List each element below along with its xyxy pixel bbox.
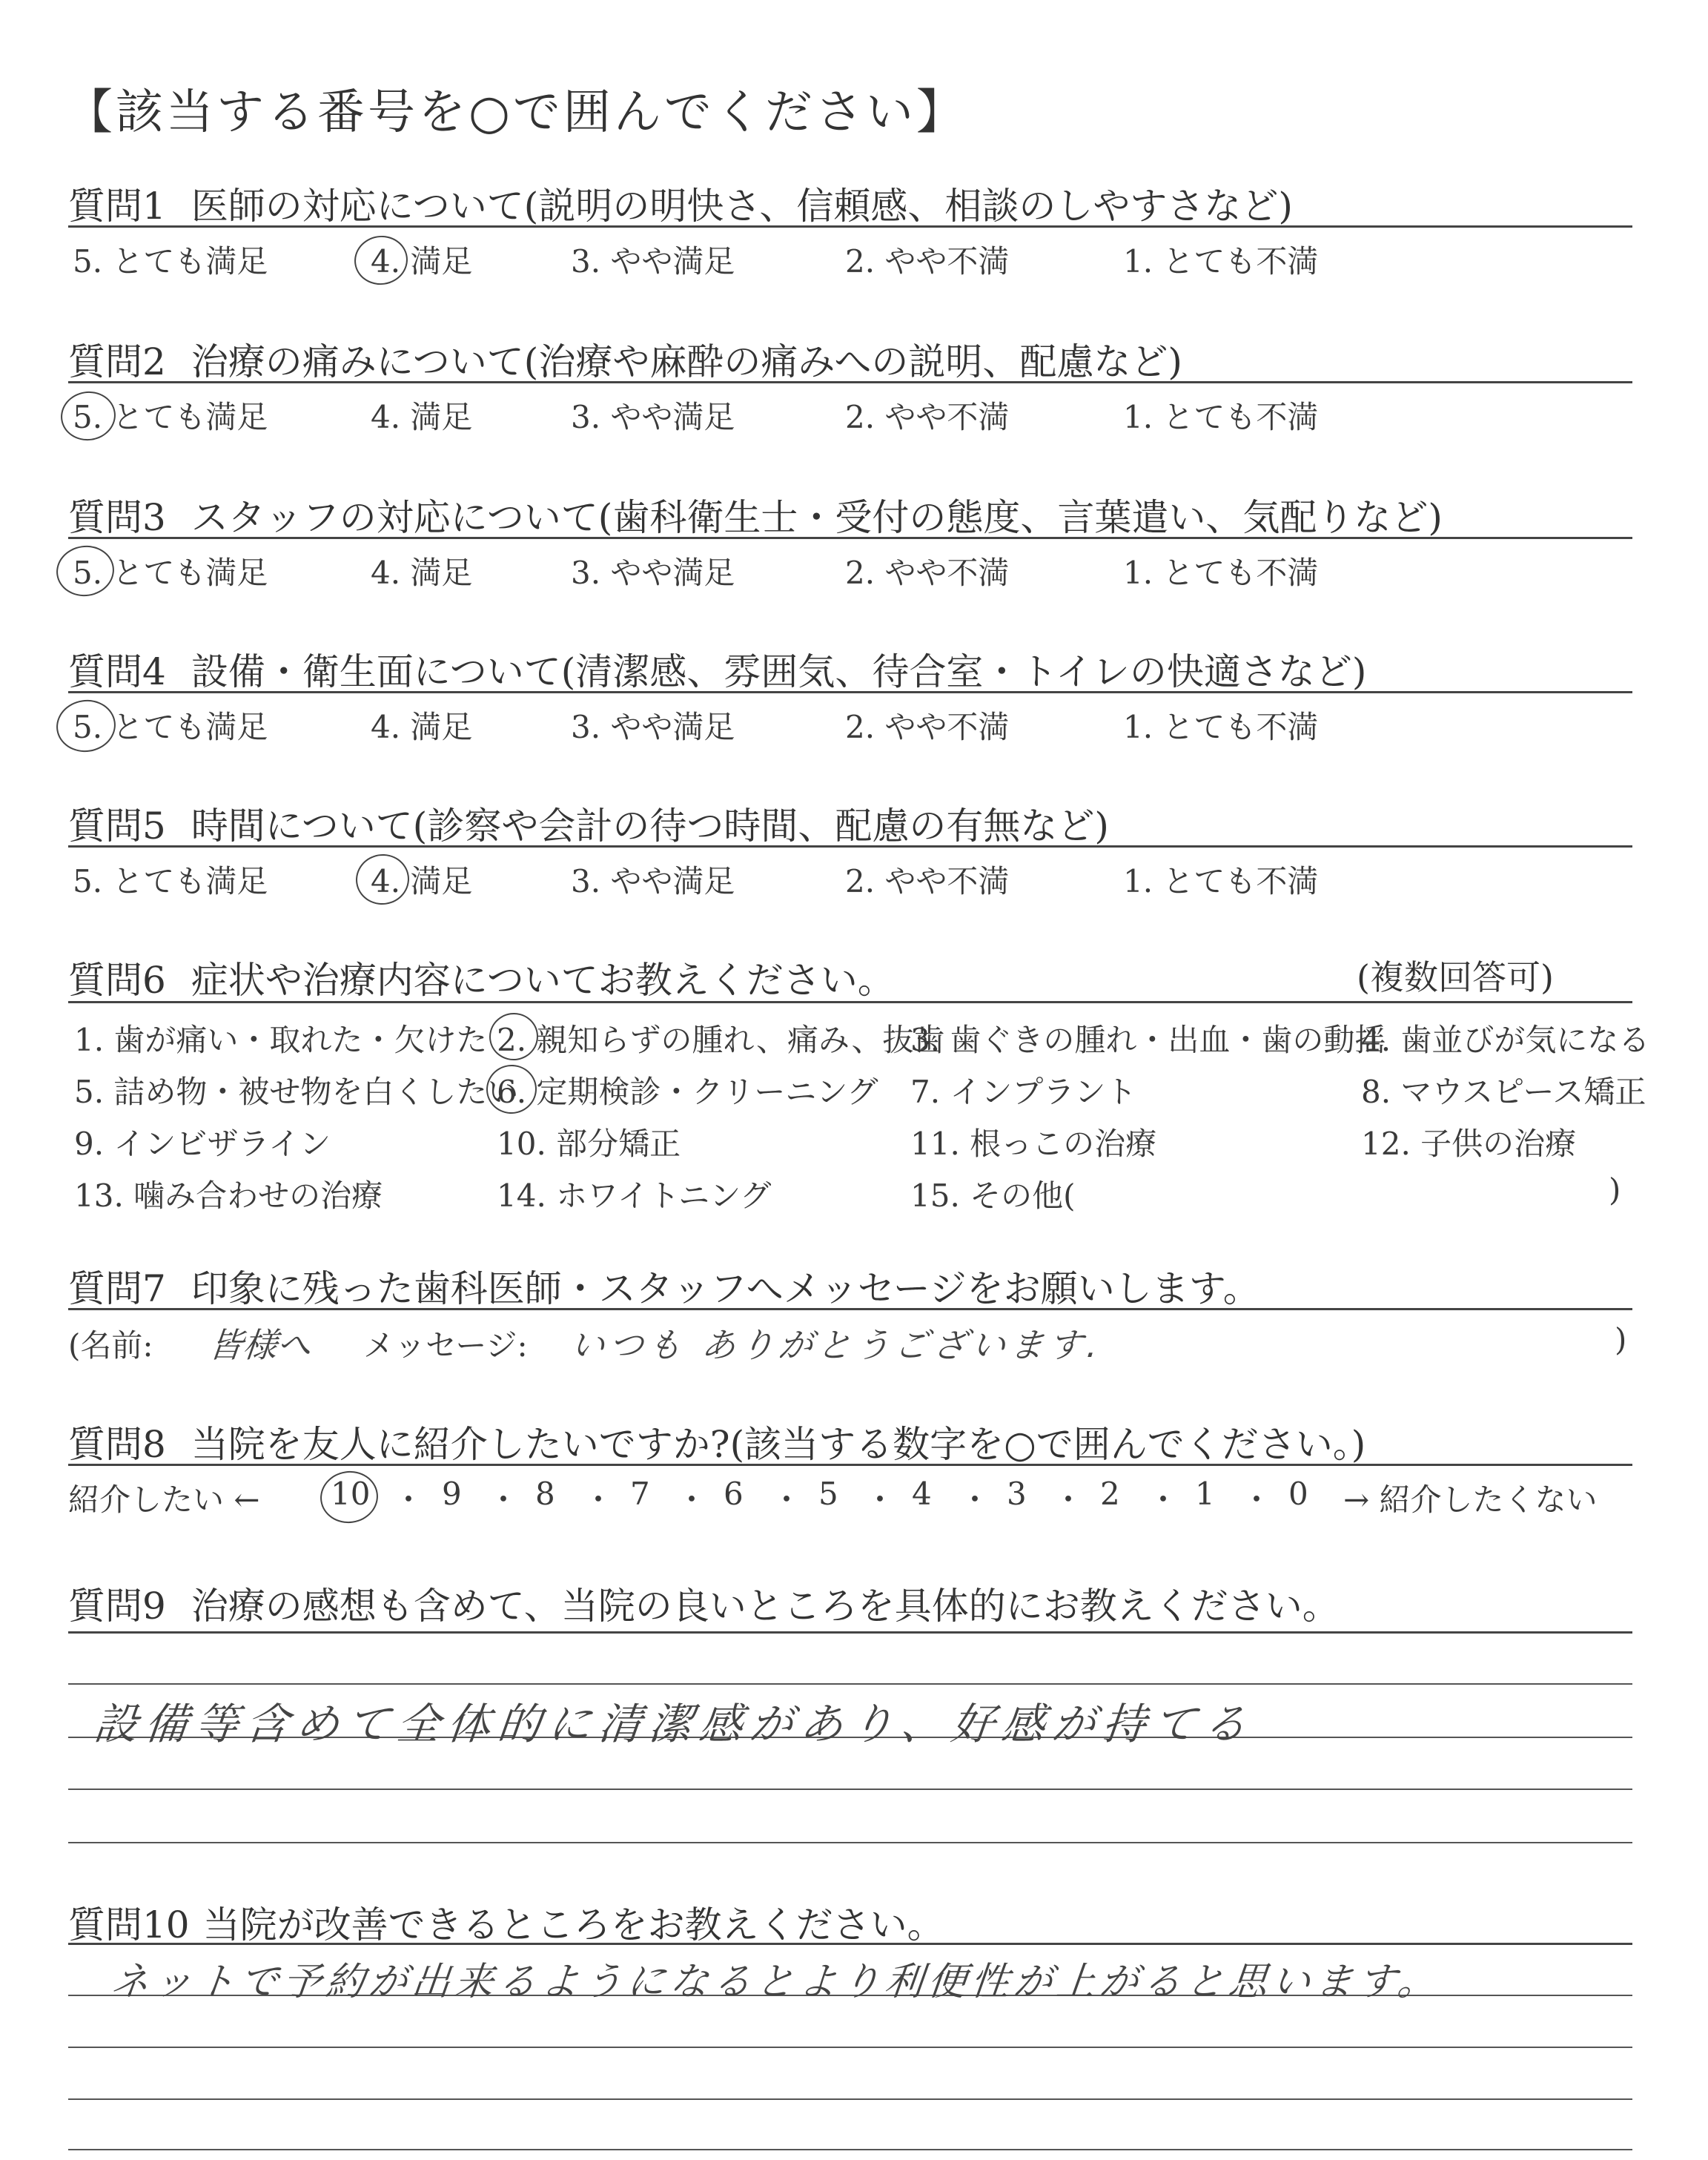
q9-answer-line bbox=[68, 1789, 1632, 1790]
q6-option-15[interactable]: 15. その他( bbox=[910, 1178, 1076, 1214]
q8-scale-9[interactable]: 9 bbox=[442, 1476, 462, 1512]
q2-number: 質問2 bbox=[68, 340, 166, 383]
q8-dot: ・ bbox=[488, 1482, 520, 1518]
q6-option-13[interactable]: 13. 噛み合わせの治療 bbox=[74, 1178, 383, 1214]
q8-dot: ・ bbox=[864, 1482, 896, 1518]
q4-option-2[interactable]: 2. やや不満 bbox=[845, 709, 1010, 745]
q10-text: 当院が改善できるところをお教えください。 bbox=[202, 1903, 944, 1946]
q7-message-value[interactable]: いつも ありがとうございます. bbox=[568, 1325, 1105, 1365]
q10-number: 質問10 bbox=[68, 1903, 190, 1946]
q9-answer-line bbox=[68, 1683, 1632, 1685]
q7-title bbox=[68, 1259, 1260, 1312]
q3-number: 質問3 bbox=[68, 496, 166, 539]
q8-scale-5[interactable]: 5 bbox=[818, 1476, 838, 1512]
q8-number: 質問8 bbox=[68, 1423, 166, 1466]
q6-text: 症状や治療内容についてお教えください。 bbox=[191, 959, 895, 1002]
q6-option-1[interactable]: 1. 歯が痛い・取れた・欠けた bbox=[74, 1022, 488, 1058]
q9-number: 質問9 bbox=[68, 1585, 166, 1628]
q8-scale-4[interactable]: 4 bbox=[912, 1476, 932, 1512]
q7-name-label: (名前: bbox=[68, 1327, 153, 1364]
q7-rule bbox=[68, 1308, 1632, 1310]
q8-scale-2[interactable]: 2 bbox=[1100, 1476, 1120, 1512]
q8-scale-3[interactable]: 3 bbox=[1007, 1476, 1027, 1512]
q6-title bbox=[68, 951, 895, 1004]
q8-dot: ・ bbox=[393, 1482, 425, 1518]
q4-option-5[interactable]: 5. とても満足 bbox=[73, 709, 268, 745]
q7-number: 質問7 bbox=[68, 1267, 166, 1310]
q10-answer-line bbox=[68, 2149, 1632, 2150]
q3-option-3[interactable]: 3. やや満足 bbox=[571, 555, 735, 591]
q8-dot: ・ bbox=[1241, 1482, 1273, 1518]
q7-text: 印象に残った歯科医師・スタッフへメッセージをお願いします。 bbox=[191, 1267, 1260, 1310]
q7-name-value[interactable]: 皆様へ bbox=[206, 1325, 314, 1365]
q6-option-7[interactable]: 7. インプラント bbox=[910, 1074, 1137, 1110]
q5-option-5[interactable]: 5. とても満足 bbox=[73, 863, 268, 899]
q4-rule bbox=[68, 691, 1632, 693]
q1-rule bbox=[68, 225, 1632, 228]
q7-message-label: メッセージ: bbox=[363, 1327, 528, 1364]
q2-text: 治療の痛みについて(治療や麻酔の痛みへの説明、配慮など) bbox=[191, 340, 1182, 383]
q5-option-4[interactable]: 4. 満足 bbox=[371, 863, 473, 899]
q1-title bbox=[68, 176, 1293, 230]
q6-option-10[interactable]: 10. 部分矯正 bbox=[497, 1126, 681, 1162]
q3-option-2[interactable]: 2. やや不満 bbox=[845, 555, 1010, 591]
q8-scale-0[interactable]: 0 bbox=[1288, 1476, 1308, 1512]
q10-rule bbox=[68, 1943, 1632, 1945]
q5-option-2[interactable]: 2. やや不満 bbox=[845, 863, 1010, 899]
q1-option-1[interactable]: 1. とても不満 bbox=[1123, 243, 1319, 280]
q4-title bbox=[68, 642, 1366, 696]
q4-text: 設備・衛生面について(清潔感、雰囲気、待合室・トイレの快適さなど) bbox=[191, 650, 1367, 693]
q9-text: 治療の感想も含めて、当院の良いところを具体的にお教えください。 bbox=[191, 1585, 1340, 1628]
q5-text: 時間について(診察や会計の待つ時間、配慮の有無など) bbox=[191, 805, 1109, 848]
q6-option-3[interactable]: 3. 歯ぐきの腫れ・出血・歯の動揺 bbox=[910, 1022, 1386, 1058]
q3-rule bbox=[68, 537, 1632, 539]
q2-option-2[interactable]: 2. やや不満 bbox=[845, 399, 1010, 435]
q8-left-label: 紹介したい ← bbox=[68, 1482, 260, 1518]
q8-scale-8[interactable]: 8 bbox=[535, 1476, 555, 1512]
q8-right-label: → 紹介したくない bbox=[1343, 1482, 1598, 1518]
q2-title bbox=[68, 332, 1182, 386]
q9-rule bbox=[68, 1631, 1632, 1634]
q6-option-12[interactable]: 12. 子供の治療 bbox=[1361, 1126, 1577, 1162]
q1-text: 医師の対応について(説明の明快さ、信頼感、相談のしやすさなど) bbox=[191, 185, 1293, 228]
q6-option-2[interactable]: 2. 親知らずの腫れ、痛み、抜歯 bbox=[497, 1022, 945, 1058]
q8-dot: ・ bbox=[771, 1482, 803, 1518]
q6-option-5[interactable]: 5. 詰め物・被せ物を白くしたい bbox=[74, 1074, 519, 1110]
q8-scale-7[interactable]: 7 bbox=[630, 1476, 650, 1512]
q6-option-14[interactable]: 14. ホワイトニング bbox=[497, 1178, 772, 1214]
q3-option-1[interactable]: 1. とても不満 bbox=[1123, 555, 1319, 591]
q3-option-5[interactable]: 5. とても満足 bbox=[73, 555, 268, 591]
q8-scale-6[interactable]: 6 bbox=[724, 1476, 744, 1512]
q4-option-3[interactable]: 3. やや満足 bbox=[571, 709, 735, 745]
q6-multiple-note: (複数回答可) bbox=[1357, 957, 1554, 997]
q8-dot: ・ bbox=[959, 1482, 991, 1518]
q2-option-4[interactable]: 4. 満足 bbox=[371, 399, 473, 435]
q4-option-1[interactable]: 1. とても不満 bbox=[1123, 709, 1319, 745]
q10-title bbox=[68, 1895, 944, 1949]
q7-close-paren: ) bbox=[1615, 1321, 1627, 1358]
q6-option-4[interactable]: 4. 歯並びが気になる bbox=[1361, 1022, 1650, 1058]
q8-dot: ・ bbox=[676, 1482, 708, 1518]
q6-option-9[interactable]: 9. インビザライン bbox=[74, 1126, 331, 1162]
q8-dot: ・ bbox=[1148, 1482, 1179, 1518]
q9-answer-line bbox=[68, 1842, 1632, 1843]
q2-option-3[interactable]: 3. やや満足 bbox=[571, 399, 735, 435]
q6-rule bbox=[68, 1001, 1632, 1003]
q5-number: 質問5 bbox=[68, 805, 166, 848]
q5-rule bbox=[68, 845, 1632, 848]
q8-scale-1[interactable]: 1 bbox=[1195, 1476, 1215, 1512]
q8-title bbox=[68, 1415, 1366, 1468]
q8-text: 当院を友人に紹介したいですか?(該当する数字を○で囲んでください。) bbox=[191, 1423, 1366, 1466]
q9-title bbox=[68, 1576, 1340, 1630]
q6-option-11[interactable]: 11. 根っこの治療 bbox=[910, 1126, 1157, 1162]
q8-selection-circle bbox=[317, 1467, 382, 1527]
q1-option-4[interactable]: 4. 満足 bbox=[371, 243, 473, 280]
q10-answer[interactable]: ネットで予約が出来るようになるとより利便性が上がると思います。 bbox=[108, 1960, 1443, 2004]
q4-number: 質問4 bbox=[68, 650, 166, 693]
q8-scale-10[interactable]: 10 bbox=[331, 1476, 371, 1512]
q5-title bbox=[68, 796, 1109, 850]
q3-title bbox=[68, 488, 1443, 541]
q8-rule bbox=[68, 1464, 1632, 1466]
q4-option-4[interactable]: 4. 満足 bbox=[371, 709, 473, 745]
q2-option-1[interactable]: 1. とても不満 bbox=[1123, 399, 1319, 435]
q9-answer[interactable]: 設備等含めて全体的に清潔感があり、好感が持てる bbox=[91, 1699, 1257, 1749]
q2-rule bbox=[68, 381, 1632, 383]
q10-answer-line bbox=[68, 2098, 1632, 2100]
q10-answer-line bbox=[68, 2047, 1632, 2048]
q3-text: スタッフの対応について(歯科衛生士・受付の態度、言葉遣い、気配りなど) bbox=[191, 496, 1443, 539]
q1-option-2[interactable]: 2. やや不満 bbox=[845, 243, 1010, 280]
q5-option-1[interactable]: 1. とても不満 bbox=[1123, 863, 1319, 899]
q1-option-5[interactable]: 5. とても満足 bbox=[73, 243, 268, 280]
q1-number: 質問1 bbox=[68, 185, 166, 228]
q6-number: 質問6 bbox=[68, 959, 166, 1002]
q8-dot: ・ bbox=[1053, 1482, 1085, 1518]
q6-option-8[interactable]: 8. マウスピース矯正 bbox=[1361, 1074, 1646, 1110]
q1-option-3[interactable]: 3. やや満足 bbox=[571, 243, 735, 280]
q6-option-15-close: ) bbox=[1609, 1172, 1621, 1208]
q5-option-3[interactable]: 3. やや満足 bbox=[571, 863, 735, 899]
q8-dot: ・ bbox=[583, 1482, 615, 1518]
q6-option-6[interactable]: 6. 定期検診・クリーニング bbox=[497, 1074, 878, 1110]
q3-option-4[interactable]: 4. 満足 bbox=[371, 555, 473, 591]
q2-option-5[interactable]: 5. とても満足 bbox=[73, 399, 268, 435]
page-header: 【該当する番号を○で囲んでください】 bbox=[65, 85, 967, 140]
